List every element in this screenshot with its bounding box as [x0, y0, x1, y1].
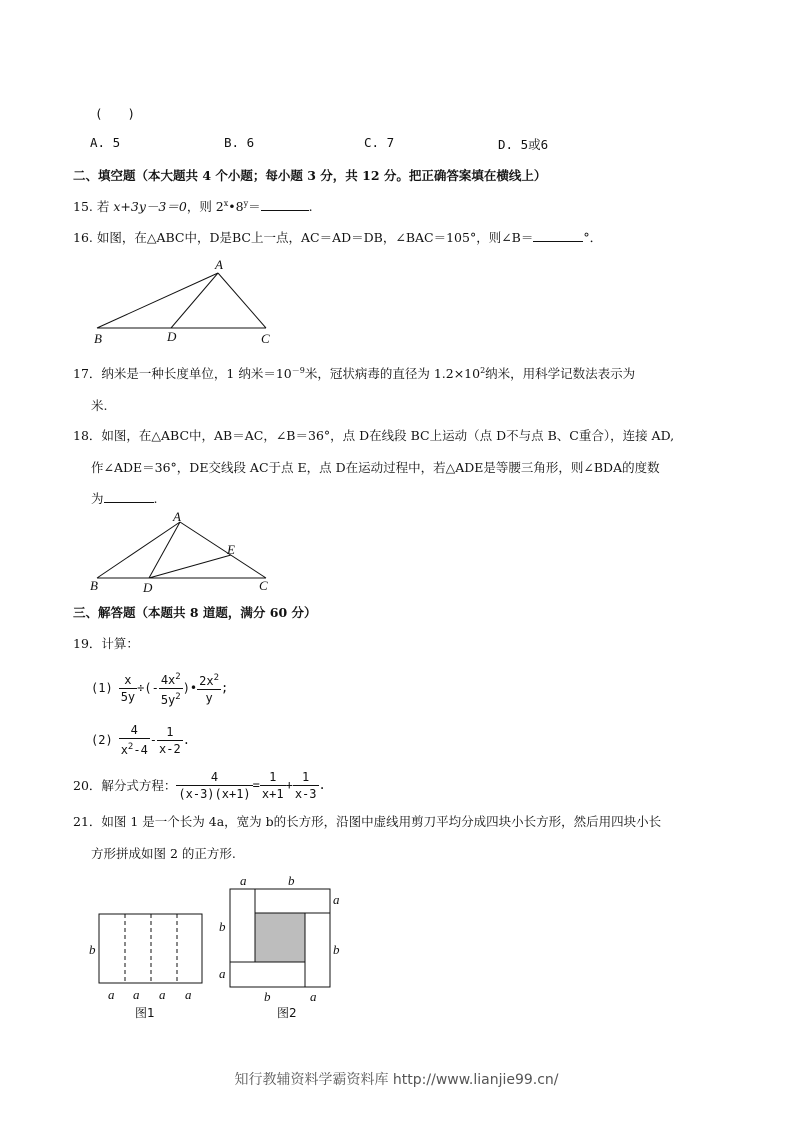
fig2-bottom-strip [230, 962, 305, 987]
q19-p1-frac1: $\frac{x}{5y}$ [120, 672, 136, 704]
fig2-left-strip [230, 889, 255, 962]
option-a: A. 5 [90, 135, 121, 150]
q18-line1: 18．如图，在△ABC中，AB＝AC，∠B＝36°，点 D在线段 BC上运动（点 D不与点 B、C重合），连接 AD, [73, 428, 675, 443]
fig2-label-bottom-b: b [264, 989, 271, 1004]
q19-p2-label: (2) [91, 733, 113, 747]
q15-sup2: y [243, 198, 249, 208]
fig2-label-right-b: b [333, 942, 340, 957]
fig1-caption: 图1 [135, 1006, 155, 1020]
q18-segment-ad [149, 522, 180, 578]
q19-p2-minus: - [149, 733, 158, 747]
q15-text-e: . [308, 199, 313, 214]
q15-text-a: 若 [96, 199, 114, 214]
q16-number: 16. [73, 230, 93, 245]
q18-label-a: A [173, 510, 181, 524]
fig2-label-left-a: a [219, 966, 226, 981]
q20-frac3: $\frac{1}{x-3}$ [294, 769, 317, 801]
fig2-shaded-square [255, 913, 305, 962]
fig1-label-a3: a [159, 987, 166, 1002]
fig1-label-a4: a [185, 987, 192, 1002]
fig2-label-left-b: b [219, 919, 226, 934]
q17-line1-a: 17．纳米是一种长度单位，1 纳米＝10 [73, 366, 292, 381]
q18-line3-b: . [153, 491, 158, 506]
q19-p1-div: ÷(- [137, 681, 159, 695]
q18-triangle-figure [85, 510, 285, 600]
question-16 [73, 228, 602, 246]
q16-label-a: A [215, 257, 223, 272]
q21-line1: 21．如图 1 是一个长为 4a，宽为 b的长方形，沿图中虚线用剪刀平均分成四块小长方形，然后用四块小长 [73, 814, 662, 829]
q15-sup1: x [223, 198, 229, 208]
fig2-label-top-b: b [288, 873, 295, 888]
q16-text: 如图，在△ABC中，D是BC上一点，AC＝AD＝DB，∠BAC＝105°，则∠B＝ [96, 230, 534, 245]
q16-segment-ac [218, 273, 266, 328]
q18-label-b: B [90, 578, 98, 593]
q19-part2 [91, 720, 190, 760]
q18-line3 [91, 489, 158, 507]
q16-triangle-figure [85, 255, 285, 350]
question-15 [73, 197, 313, 215]
q17-line2: 米. [91, 398, 108, 413]
fig2-label-top-a: a [240, 873, 247, 888]
answer-paren: ( ) [95, 106, 136, 121]
q16-answer-blank[interactable] [533, 241, 583, 242]
q15-text-d: ＝ [248, 199, 261, 214]
q18-segment-de [149, 555, 231, 578]
q17-line1-b: 米，冠状病毒的直径为 1.2×10 [304, 366, 481, 381]
fig2-label-right-a: a [333, 892, 340, 907]
q19-p2-frac1: $\frac{4}{x^2-4}$ [120, 723, 148, 757]
q16-unit: °． [583, 230, 603, 245]
question-20 [73, 765, 326, 805]
q15-answer-blank[interactable] [261, 210, 309, 211]
fig1-label-b: b [89, 942, 96, 957]
q18-segment-ac [180, 522, 266, 578]
fig2-top-strip [255, 889, 330, 913]
q16-label-c: C [261, 331, 270, 346]
q16-segment-ba [97, 273, 218, 328]
q20-frac2: $\frac{1}{x+1}$ [261, 769, 284, 801]
option-d: D. 5或6 [498, 137, 549, 152]
q18-label-c: C [259, 578, 268, 593]
q20-end: . [318, 778, 326, 792]
q17-sup2: 2 [480, 365, 486, 375]
q19-p2-end: . [182, 733, 190, 747]
q19-p2-frac2: $\frac{1}{x-2}$ [159, 724, 181, 756]
q20-eq: = [252, 778, 260, 792]
q18-label-e: E [227, 542, 235, 557]
q21-line2: 方形拼成如图 2 的正方形. [91, 846, 236, 861]
q21-figure-1 [80, 900, 215, 1025]
q18-label-d: D [143, 580, 153, 595]
fig1-label-a2: a [133, 987, 140, 1002]
q19-heading: 19．计算： [73, 636, 139, 651]
q19-p1-frac2: $\frac{4x^2}{5y^2}$ [159, 669, 183, 708]
q18-line2: 作∠ADE＝36°，DE交线段 AC于点 E，点 D在运动过程中，若△ADE是等腰三角形，则∠BDA的度数 [91, 460, 660, 475]
section-3-title: 三、解答题（本题共 8 道题，满分 60 分） [73, 605, 317, 620]
section-2-title: 二、填空题（本大题共 4 个小题；每小题 3 分，共 12 分。把正确答案填在横线上） [73, 168, 547, 183]
q19-p1-frac3: $\frac{2x^2}{y}$ [197, 670, 221, 706]
option-c: C. 7 [364, 135, 395, 150]
q19-p1-end: ; [221, 681, 229, 695]
q15-expr: x+3y－3＝0 [113, 199, 187, 214]
q18-line3-a: 为 [91, 491, 104, 506]
q19-part1 [91, 668, 228, 708]
q19-p1-mid: )• [182, 681, 198, 695]
q16-label-d: D [167, 329, 177, 344]
option-b: B. 6 [224, 135, 255, 150]
footer-watermark: 知行教辅资料学霸资料库 http://www.lianjie99.cn/ [234, 1072, 559, 1088]
q16-label-b: B [94, 331, 102, 346]
fig2-caption: 图2 [277, 1006, 297, 1020]
q15-text-c: •8 [228, 199, 244, 214]
q21-figure-2 [213, 870, 353, 1028]
q15-text-b: ，则 2 [186, 199, 224, 214]
question-17 [73, 364, 635, 382]
q19-p1-label: (1) [91, 681, 113, 695]
q17-line1-c: 纳米，用科学记数法表示为 [485, 366, 636, 381]
fig2-label-bottom-a: a [310, 989, 317, 1004]
q18-answer-blank[interactable] [104, 502, 154, 503]
q17-sup: －9 [291, 365, 305, 375]
fig1-label-a1: a [108, 987, 115, 1002]
fig2-right-strip [305, 913, 330, 987]
q20-number: 20．解分式方程： [73, 778, 177, 793]
q20-frac1: $\frac{4}{(x-3)(x+1)}$ [178, 769, 251, 801]
q15-number: 15. [73, 199, 93, 214]
q20-plus: + [285, 778, 293, 792]
q16-segment-ad [171, 273, 218, 328]
q18-segment-ab [97, 522, 180, 578]
